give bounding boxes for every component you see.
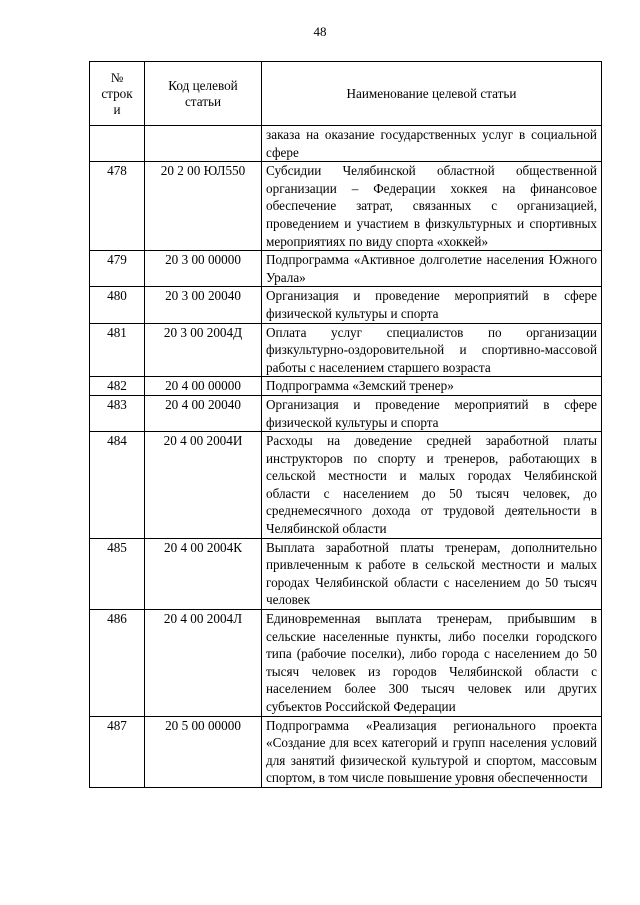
row-code: 20 3 00 2004Д: [145, 323, 262, 377]
row-code: 20 2 00 ЮЛ550: [145, 162, 262, 251]
row-number: 487: [90, 716, 145, 787]
row-code: 20 4 00 2004К: [145, 538, 262, 609]
row-number: 483: [90, 395, 145, 431]
table-row: [90, 126, 602, 162]
header-name: Наименование целевой статьи: [262, 62, 602, 126]
page-number: 48: [313, 24, 327, 39]
row-code: 20 4 00 00000: [145, 377, 262, 396]
row-code: 20 3 00 20040: [145, 287, 262, 323]
table-row: [90, 287, 602, 323]
row-name: Организация и проведение мероприятий в сфере физической культуры и спорта: [262, 287, 602, 323]
row-name: Оплата услуг специалистов по организации физкультурно-оздоровительной и спортивно-массовой работы с населением старшего возраста: [262, 323, 602, 377]
row-name: Подпрограмма «Земский тренер»: [262, 377, 602, 396]
row-code: 20 5 00 00000: [145, 716, 262, 787]
header-number-line-3: и: [113, 101, 121, 117]
row-code: 20 4 00 20040: [145, 395, 262, 431]
table-row: [90, 162, 602, 251]
row-name: Расходы на доведение средней заработной платы инструкторов по спорту и тренеров, работающих в сельской местности и малых городах Челябинской области с населением до 50 тысяч человек, до среднемесячного дохода от трудовой деятельности в Челябинской области: [262, 432, 602, 539]
table-row: [90, 610, 602, 717]
target-articles-table: [89, 61, 602, 788]
row-code: [145, 126, 262, 162]
header-code-line-2: статьи: [184, 93, 222, 109]
row-number: 482: [90, 377, 145, 396]
header-number-line-1: №: [110, 69, 124, 85]
table-row: [90, 377, 602, 396]
row-code: 20 4 00 2004Л: [145, 610, 262, 717]
row-number: 486: [90, 610, 145, 717]
header-row-number: [90, 62, 145, 126]
header-number-line-2: строк: [101, 85, 133, 101]
row-name: Организация и проведение мероприятий в сфере физической культуры и спорта: [262, 395, 602, 431]
row-number: 481: [90, 323, 145, 377]
header-code-line-1: Код целевой: [168, 77, 238, 93]
header-code: [145, 62, 262, 126]
row-number: 479: [90, 251, 145, 287]
row-name: Единовременная выплата тренерам, прибывшим в сельские населенные пункты, либо поселки городского типа (рабочие поселки), либо города с населением до 50 тысяч человек из городов Челябинской области с населением более 300 тысяч человек или других субъектов Российской Федерации: [262, 610, 602, 717]
row-name: Субсидии Челябинской областной общественной организации – Федерации хоккея на финансовое обеспечение затрат, связанных с организацией, проведением и участием в физкультурных и спортивных мероприятиях по виду спорта «хоккей»: [262, 162, 602, 251]
row-name: Подпрограмма «Активное долголетие населения Южного Урала»: [262, 251, 602, 287]
table-row: [90, 716, 602, 787]
row-name: заказа на оказание государственных услуг в социальной сфере: [262, 126, 602, 162]
table-row: [90, 395, 602, 431]
row-number: 484: [90, 432, 145, 539]
row-code: 20 4 00 2004И: [145, 432, 262, 539]
row-name: Выплата заработной платы тренерам, дополнительно привлеченным к работе в сельской местности и малых городах Челябинской области с населением до 50 тысяч человек: [262, 538, 602, 609]
row-number: 485: [90, 538, 145, 609]
table-header-row: [90, 62, 602, 126]
row-number: 478: [90, 162, 145, 251]
row-number: [90, 126, 145, 162]
row-name: Подпрограмма «Реализация регионального проекта «Создание для всех категорий и групп населения условий для занятий физической культурой и спортом, массовым спортом, в том числе повышение уровня обеспеченности: [262, 716, 602, 787]
row-code: 20 3 00 00000: [145, 251, 262, 287]
table-row: [90, 538, 602, 609]
table-row: [90, 323, 602, 377]
table-row: [90, 251, 602, 287]
table-row: [90, 432, 602, 539]
row-number: 480: [90, 287, 145, 323]
